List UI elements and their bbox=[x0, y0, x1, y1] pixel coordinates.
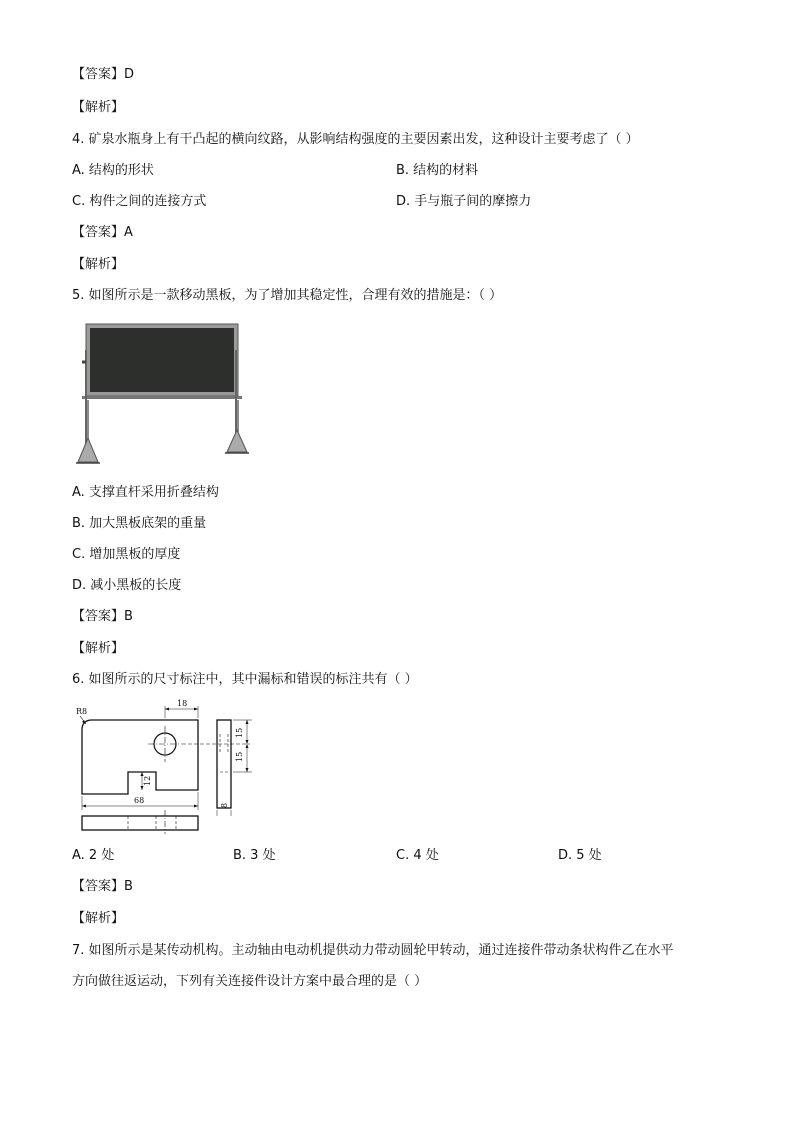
q6-option-c: C. 4 处 bbox=[396, 848, 439, 863]
q4-option-a: A. 结构的形状 bbox=[72, 163, 154, 178]
q6-option-b: B. 3 处 bbox=[233, 848, 276, 863]
q6-option-d: D. 5 处 bbox=[558, 848, 602, 863]
q3-answer: 【答案】D bbox=[72, 67, 135, 82]
q5-analysis: 【解析】 bbox=[72, 641, 125, 656]
mobile-blackboard-figure bbox=[72, 320, 242, 470]
dim-68-label: 68 bbox=[134, 796, 145, 805]
q6-option-a: A. 2 处 bbox=[72, 848, 115, 863]
q5-option-a: A. 支撑直杆采用折叠结构 bbox=[72, 485, 219, 500]
q6-stem: 6. 如图所示的尺寸标注中，其中漏标和错误的标注共有（ ） bbox=[72, 672, 418, 687]
dim-r8-label: R8 bbox=[76, 707, 88, 716]
q6-analysis: 【解析】 bbox=[72, 911, 125, 926]
dim-15-upper-label: 15 bbox=[235, 727, 244, 738]
q4-option-b: B. 结构的材料 bbox=[396, 163, 479, 178]
q5-option-d: D. 减小黑板的长度 bbox=[72, 578, 182, 593]
q7-stem-line2: 方向做往返运动，下列有关连接件设计方案中最合理的是（ ） bbox=[72, 974, 428, 989]
dim-15-lower-label: 15 bbox=[235, 751, 244, 762]
dim-8-label: 8 bbox=[220, 802, 229, 808]
q5-stem: 5. 如图所示是一款移动黑板，为了增加其稳定性，合理有效的措施是：（ ） bbox=[72, 288, 503, 303]
q4-answer: 【答案】A bbox=[72, 225, 133, 240]
q7-stem-line1: 7. 如图所示是某传动机构。主动轴由电动机提供动力带动圆轮甲转动，通过连接件带动条状构件乙在水平 bbox=[72, 943, 674, 958]
q5-option-c: C. 增加黑板的厚度 bbox=[72, 547, 181, 562]
q4-analysis: 【解析】 bbox=[72, 257, 125, 272]
dim-12-label: 12 bbox=[143, 775, 152, 786]
q4-option-c: C. 构件之间的连接方式 bbox=[72, 194, 207, 209]
q3-analysis: 【解析】 bbox=[72, 100, 125, 115]
dimension-drawing-figure bbox=[70, 698, 270, 838]
q5-answer: 【答案】B bbox=[72, 609, 133, 624]
q5-option-b: B. 加大黑板底架的重量 bbox=[72, 516, 207, 531]
dim-18-label: 18 bbox=[177, 699, 188, 708]
q4-stem: 4. 矿泉水瓶身上有干凸起的横向纹路，从影响结构强度的主要因素出发，这种设计主要考虑了（ ） bbox=[72, 132, 639, 147]
q6-answer: 【答案】B bbox=[72, 879, 133, 894]
q4-option-d: D. 手与瓶子间的摩擦力 bbox=[396, 194, 532, 209]
